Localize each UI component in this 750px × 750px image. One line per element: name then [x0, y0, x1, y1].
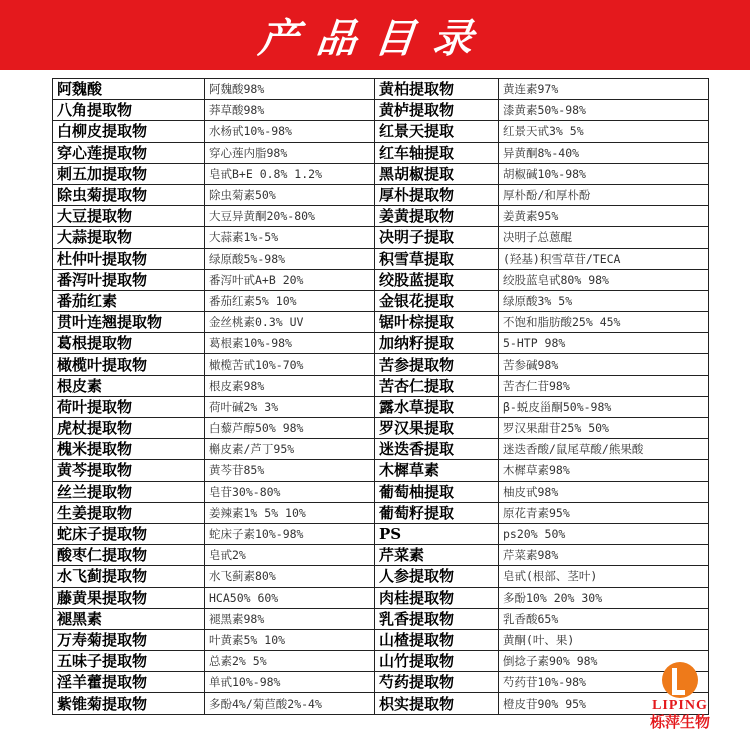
product-spec: 胡椒碱10%-98%: [499, 163, 709, 184]
product-spec: 叶黄素5% 10%: [205, 629, 375, 650]
product-name: 番茄红素: [53, 290, 205, 311]
catalog-body: [53, 79, 709, 715]
product-name: 积雪草提取: [375, 248, 499, 269]
product-name: 黄芩提取物: [53, 460, 205, 481]
product-spec: 黄芩苷85%: [205, 460, 375, 481]
table-row: [53, 121, 709, 142]
table-row: [53, 248, 709, 269]
table-row: [53, 290, 709, 311]
product-name: 荷叶提取物: [53, 396, 205, 417]
product-name: 木樨草素: [375, 460, 499, 481]
product-spec: 水杨甙10%-98%: [205, 121, 375, 142]
table-row: [53, 79, 709, 100]
product-name: 枳实提取物: [375, 693, 499, 714]
product-spec: 黄酮(叶、果): [499, 629, 709, 650]
product-spec: (羟基)积雪草苷/TECA: [499, 248, 709, 269]
table-row: [53, 587, 709, 608]
table-row: [53, 651, 709, 672]
product-name: 人参提取物: [375, 566, 499, 587]
product-name: 酸枣仁提取物: [53, 545, 205, 566]
product-spec: 绿原酸5%-98%: [205, 248, 375, 269]
product-spec: 荷叶碱2% 3%: [205, 396, 375, 417]
product-name: 绞股蓝提取: [375, 269, 499, 290]
product-name: 阿魏酸: [53, 79, 205, 100]
product-spec: 除虫菊素50%: [205, 184, 375, 205]
product-spec: 苦杏仁苷98%: [499, 375, 709, 396]
table-row: [53, 460, 709, 481]
product-name: 黑胡椒提取: [375, 163, 499, 184]
product-name: 番泻叶提取物: [53, 269, 205, 290]
product-spec: 橙皮苷90% 95%: [499, 693, 709, 714]
product-spec: 迷迭香酸/鼠尾草酸/熊果酸: [499, 439, 709, 460]
product-name: 杜仲叶提取物: [53, 248, 205, 269]
product-spec: 单甙10%-98%: [205, 672, 375, 693]
product-spec: 金丝桃素0.3% UV: [205, 312, 375, 333]
product-spec: 槲皮素/芦丁95%: [205, 439, 375, 460]
product-spec: 乳香酸65%: [499, 608, 709, 629]
product-spec: 番茄红素5% 10%: [205, 290, 375, 311]
product-spec: 根皮素98%: [205, 375, 375, 396]
table-row: [53, 545, 709, 566]
product-name: 露水草提取: [375, 396, 499, 417]
logo-english-name: LIPING: [652, 698, 708, 713]
table-row: [53, 566, 709, 587]
product-name: 丝兰提取物: [53, 481, 205, 502]
product-spec: 皂甙(根部、茎叶): [499, 566, 709, 587]
product-spec: β-蜕皮甾酮50%-98%: [499, 396, 709, 417]
product-spec: 姜黄素95%: [499, 206, 709, 227]
product-name: 大蒜提取物: [53, 227, 205, 248]
company-logo: [620, 662, 740, 742]
product-spec: 芍药苷10%-98%: [499, 672, 709, 693]
product-name: 万寿菊提取物: [53, 629, 205, 650]
table-row: [53, 206, 709, 227]
product-spec: 柚皮甙98%: [499, 481, 709, 502]
product-spec: 原花青素95%: [499, 502, 709, 523]
product-spec: 不饱和脂肪酸25% 45%: [499, 312, 709, 333]
product-name: 穿心莲提取物: [53, 142, 205, 163]
title-banner: [0, 0, 750, 70]
product-spec: 葛根素10%-98%: [205, 333, 375, 354]
product-name: 五味子提取物: [53, 651, 205, 672]
product-spec: 姜辣素1% 5% 10%: [205, 502, 375, 523]
product-name: 山楂提取物: [375, 629, 499, 650]
product-name: 除虫菊提取物: [53, 184, 205, 205]
product-name: 虎杖提取物: [53, 418, 205, 439]
product-spec: 番泻叶甙A+B 20%: [205, 269, 375, 290]
product-name: 乳香提取物: [375, 608, 499, 629]
table-row: [53, 693, 709, 714]
table-row: [53, 163, 709, 184]
product-name: 罗汉果提取: [375, 418, 499, 439]
table-row: [53, 375, 709, 396]
product-name: 八角提取物: [53, 100, 205, 121]
product-spec: 厚朴酚/和厚朴酚: [499, 184, 709, 205]
product-spec: 穿心莲内脂98%: [205, 142, 375, 163]
product-spec: 木樨草素98%: [499, 460, 709, 481]
product-name: 淫羊藿提取物: [53, 672, 205, 693]
table-row: [53, 142, 709, 163]
product-name: 金银花提取: [375, 290, 499, 311]
table-row: [53, 418, 709, 439]
product-spec: 倒捻子素90% 98%: [499, 651, 709, 672]
product-spec: 蛇床子素10%-98%: [205, 523, 375, 544]
product-name: 刺五加提取物: [53, 163, 205, 184]
product-spec: 总素2% 5%: [205, 651, 375, 672]
product-name: 加纳籽提取: [375, 333, 499, 354]
product-spec: 5-HTP 98%: [499, 333, 709, 354]
product-spec: 多酚10% 20% 30%: [499, 587, 709, 608]
product-spec: 皂甙2%: [205, 545, 375, 566]
product-name: 贯叶连翘提取物: [53, 312, 205, 333]
table-row: [53, 439, 709, 460]
table-row: [53, 227, 709, 248]
product-name: 黄柏提取物: [375, 79, 499, 100]
product-name: 姜黄提取物: [375, 206, 499, 227]
product-name: 葛根提取物: [53, 333, 205, 354]
table-row: [53, 629, 709, 650]
product-name: 白柳皮提取物: [53, 121, 205, 142]
page-title: 产品目录: [256, 14, 494, 62]
product-name: 大豆提取物: [53, 206, 205, 227]
product-name: PS: [375, 523, 499, 544]
product-name: 紫锥菊提取物: [53, 693, 205, 714]
product-name: 苦参提取物: [375, 354, 499, 375]
product-name: 芍药提取物: [375, 672, 499, 693]
liping-logo-icon: [662, 662, 698, 698]
product-spec: 褪黑素98%: [205, 608, 375, 629]
product-name: 葡萄柚提取: [375, 481, 499, 502]
product-name: 厚朴提取物: [375, 184, 499, 205]
product-name: 褪黑素: [53, 608, 205, 629]
product-name: 红景天提取: [375, 121, 499, 142]
product-spec: 罗汉果甜苷25% 50%: [499, 418, 709, 439]
product-name: 蛇床子提取物: [53, 523, 205, 544]
product-spec: 红景天甙3% 5%: [499, 121, 709, 142]
table-row: [53, 354, 709, 375]
table-row: [53, 184, 709, 205]
product-spec: 大豆异黄酮20%-80%: [205, 206, 375, 227]
table-row: [53, 672, 709, 693]
table-row: [53, 523, 709, 544]
product-spec: 芹菜素98%: [499, 545, 709, 566]
product-spec: ps20% 50%: [499, 523, 709, 544]
product-name: 迷迭香提取: [375, 439, 499, 460]
product-spec: 皂甙B+E 0.8% 1.2%: [205, 163, 375, 184]
table-row: [53, 100, 709, 121]
product-spec: HCA50% 60%: [205, 587, 375, 608]
table-row: [53, 312, 709, 333]
product-spec: 白藜芦醇50% 98%: [205, 418, 375, 439]
table-row: [53, 502, 709, 523]
table-row: [53, 333, 709, 354]
product-name: 槐米提取物: [53, 439, 205, 460]
product-spec: 橄榄苦甙10%-70%: [205, 354, 375, 375]
product-name: 芹菜素: [375, 545, 499, 566]
product-name: 根皮素: [53, 375, 205, 396]
logo-chinese-name: 栎萍生物: [649, 713, 710, 731]
product-name: 红车轴提取: [375, 142, 499, 163]
product-spec: 绞股蓝皂甙80% 98%: [499, 269, 709, 290]
product-spec: 决明子总蒽醌: [499, 227, 709, 248]
product-name: 苦杏仁提取: [375, 375, 499, 396]
product-spec: 莽草酸98%: [205, 100, 375, 121]
table-row: [53, 608, 709, 629]
product-name: 藤黄果提取物: [53, 587, 205, 608]
product-name: 水飞蓟提取物: [53, 566, 205, 587]
product-name: 橄榄叶提取物: [53, 354, 205, 375]
table-row: [53, 396, 709, 417]
product-spec: 苦参碱98%: [499, 354, 709, 375]
product-spec: 水飞蓟素80%: [205, 566, 375, 587]
product-spec: 异黄酮8%-40%: [499, 142, 709, 163]
table-row: [53, 269, 709, 290]
product-spec: 阿魏酸98%: [205, 79, 375, 100]
product-spec: 皂苷30%-80%: [205, 481, 375, 502]
product-name: 决明子提取: [375, 227, 499, 248]
product-name: 生姜提取物: [53, 502, 205, 523]
product-name: 黄栌提取物: [375, 100, 499, 121]
product-name: 肉桂提取物: [375, 587, 499, 608]
product-spec: 大蒜素1%-5%: [205, 227, 375, 248]
product-spec: 多酚4%/菊苣酸2%-4%: [205, 693, 375, 714]
product-spec: 漆黄素50%-98%: [499, 100, 709, 121]
product-spec: 绿原酸3% 5%: [499, 290, 709, 311]
product-name: 锯叶棕提取: [375, 312, 499, 333]
product-name: 山竹提取物: [375, 651, 499, 672]
table-row: [53, 481, 709, 502]
product-catalog-table: [52, 78, 709, 715]
product-spec: 黄连素97%: [499, 79, 709, 100]
product-name: 葡萄籽提取: [375, 502, 499, 523]
